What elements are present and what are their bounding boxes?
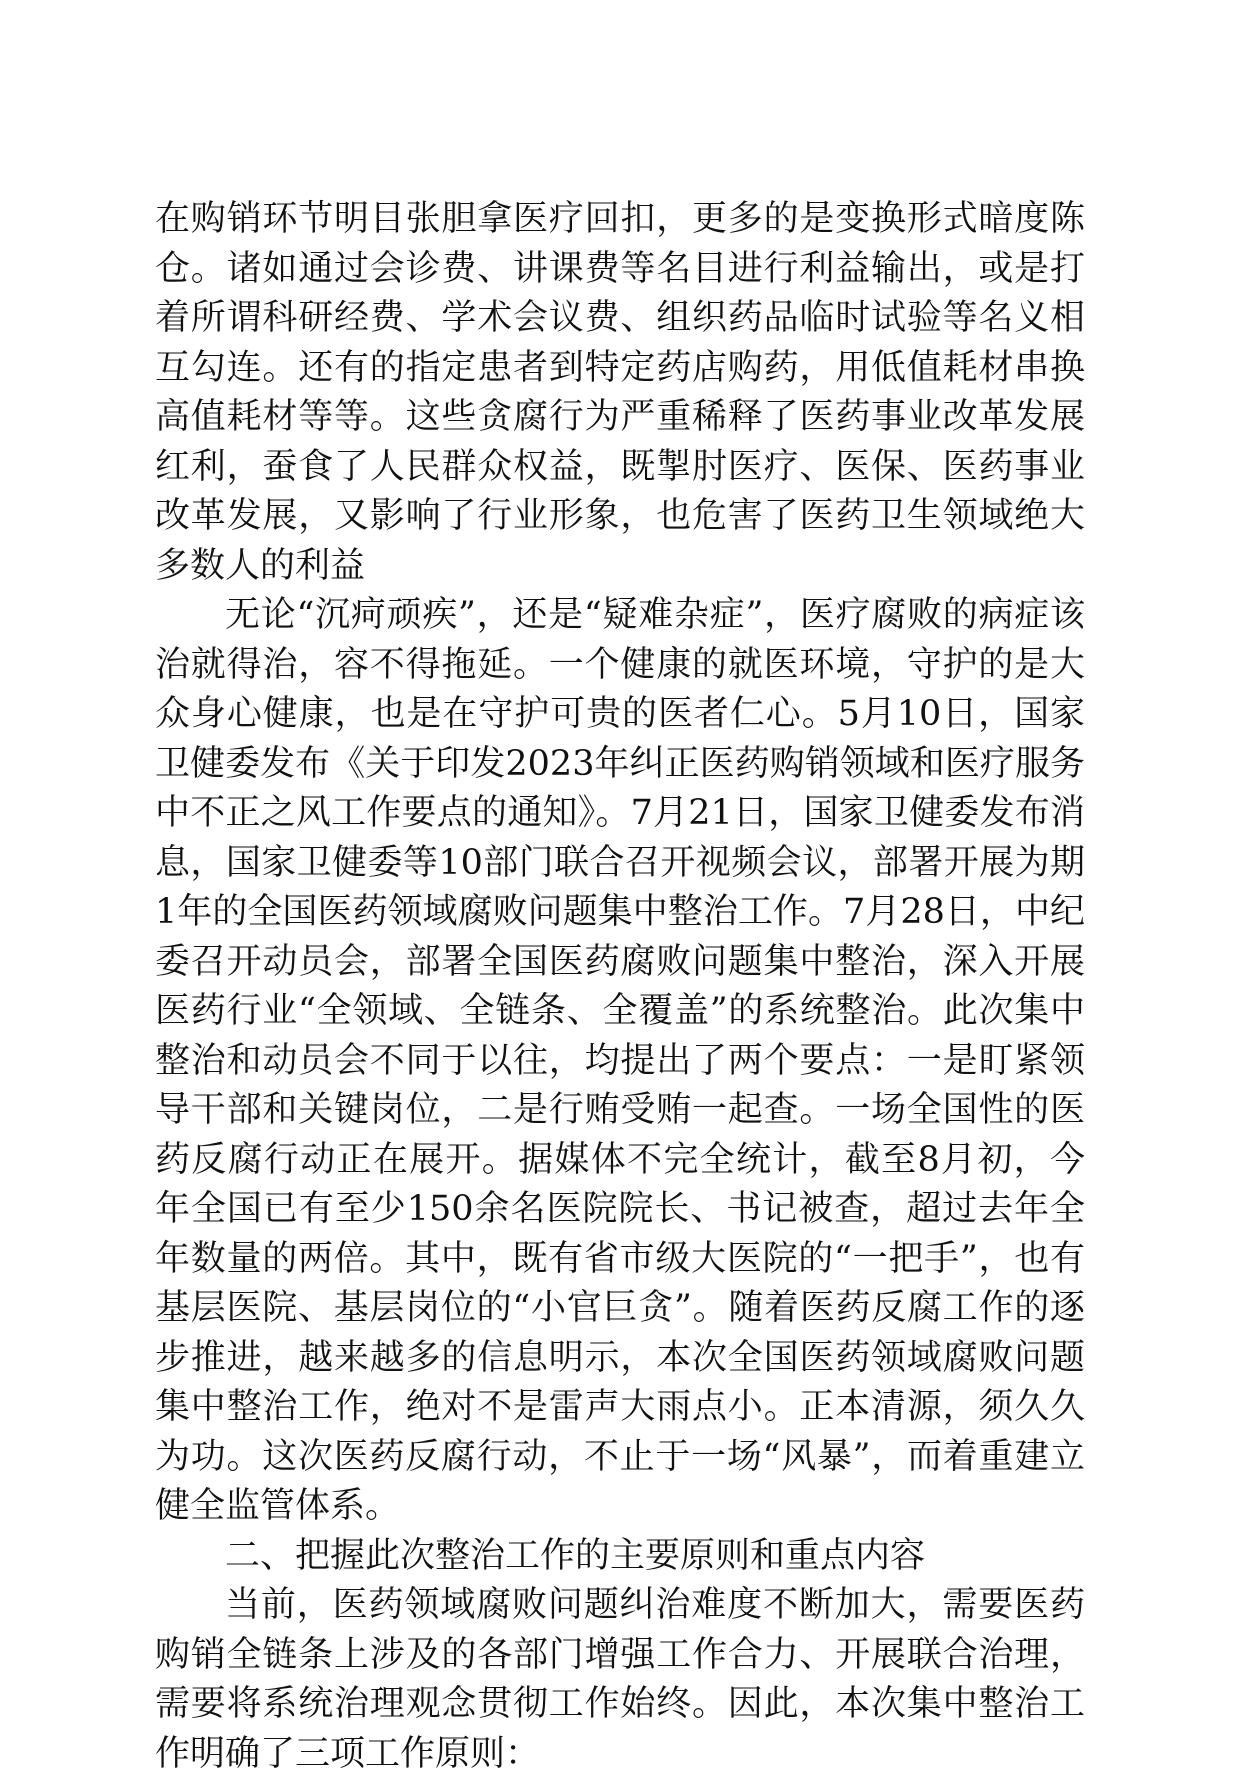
document-body (155, 195, 1085, 1779)
body-paragraph-2: 无论“沉疴顽疾”，还是“疑难杂症”，医疗腐败的病症该治就得治，容不得拖延。一个健康的就医环境，守护的是大众身心健康，也是在守护可贵的医者仁心。5月10日，国家卫健委发布《关于印发2023年纠正医药购销领域和医疗服务中不正之风工作要点的通知》。7月21日，国家卫健委发布消息，国家卫健委等10部门联合召开视频会议，部署开展为期1年的全国医药领域腐败问题集中整治工作。7月28日，中纪委召开动员会，部署全国医药腐败问题集中整治，深入开展医药行业“全领域、全链条、全覆盖”的系统整治。此次集中整治和动员会不同于以往，均提出了两个要点：一是盯紧领导干部和关键岗位，二是行贿受贿一起查。一场全国性的医药反腐行动正在展开。据媒体不完全统计，截至8月初，今年全国已有至少150余名医院院长、书记被查，超过去年全年数量的两倍。其中，既有省市级大医院的“一把手”，也有基层医院、基层岗位的“小官巨贪”。随着医药反腐工作的逐步推进，越来越多的信息明示，本次全国医药领域腐败问题集中整治工作，绝对不是雷声大雨点小。正本清源，须久久为功。这次医药反腐行动，不止于一场“风暴”，而着重建立健全监管体系。 (155, 595, 1085, 1526)
body-paragraph-1: 在购销环节明目张胆拿医疗回扣，更多的是变换形式暗度陈仓。诸如通过会诊费、讲课费等名目进行利益输出，或是打着所谓科研经费、学术会议费、组织药品临时试验等名义相互勾连。还有的指定患者到特定药店购药，用低值耗材串换高值耗材等等。这些贪腐行为严重稀释了医药事业改革发展红利，蚕食了人民群众权益，既掣肘医疗、医保、医药事业改革发展，又影响了行业形象，也危害了医药卫生领域绝大多数人的利益 (155, 199, 1085, 586)
body-paragraph-3: 当前，医药领域腐败问题纠治难度不断加大，需要医药购销全链条上涉及的各部门增强工作合力、开展联合治理，需要将系统治理观念贯彻工作始终。因此，本次集中整治工作明确了三项工作原则： (155, 1585, 1085, 1774)
section-heading: 二、把握此次整治工作的主要原则和重点内容 (225, 1535, 926, 1576)
